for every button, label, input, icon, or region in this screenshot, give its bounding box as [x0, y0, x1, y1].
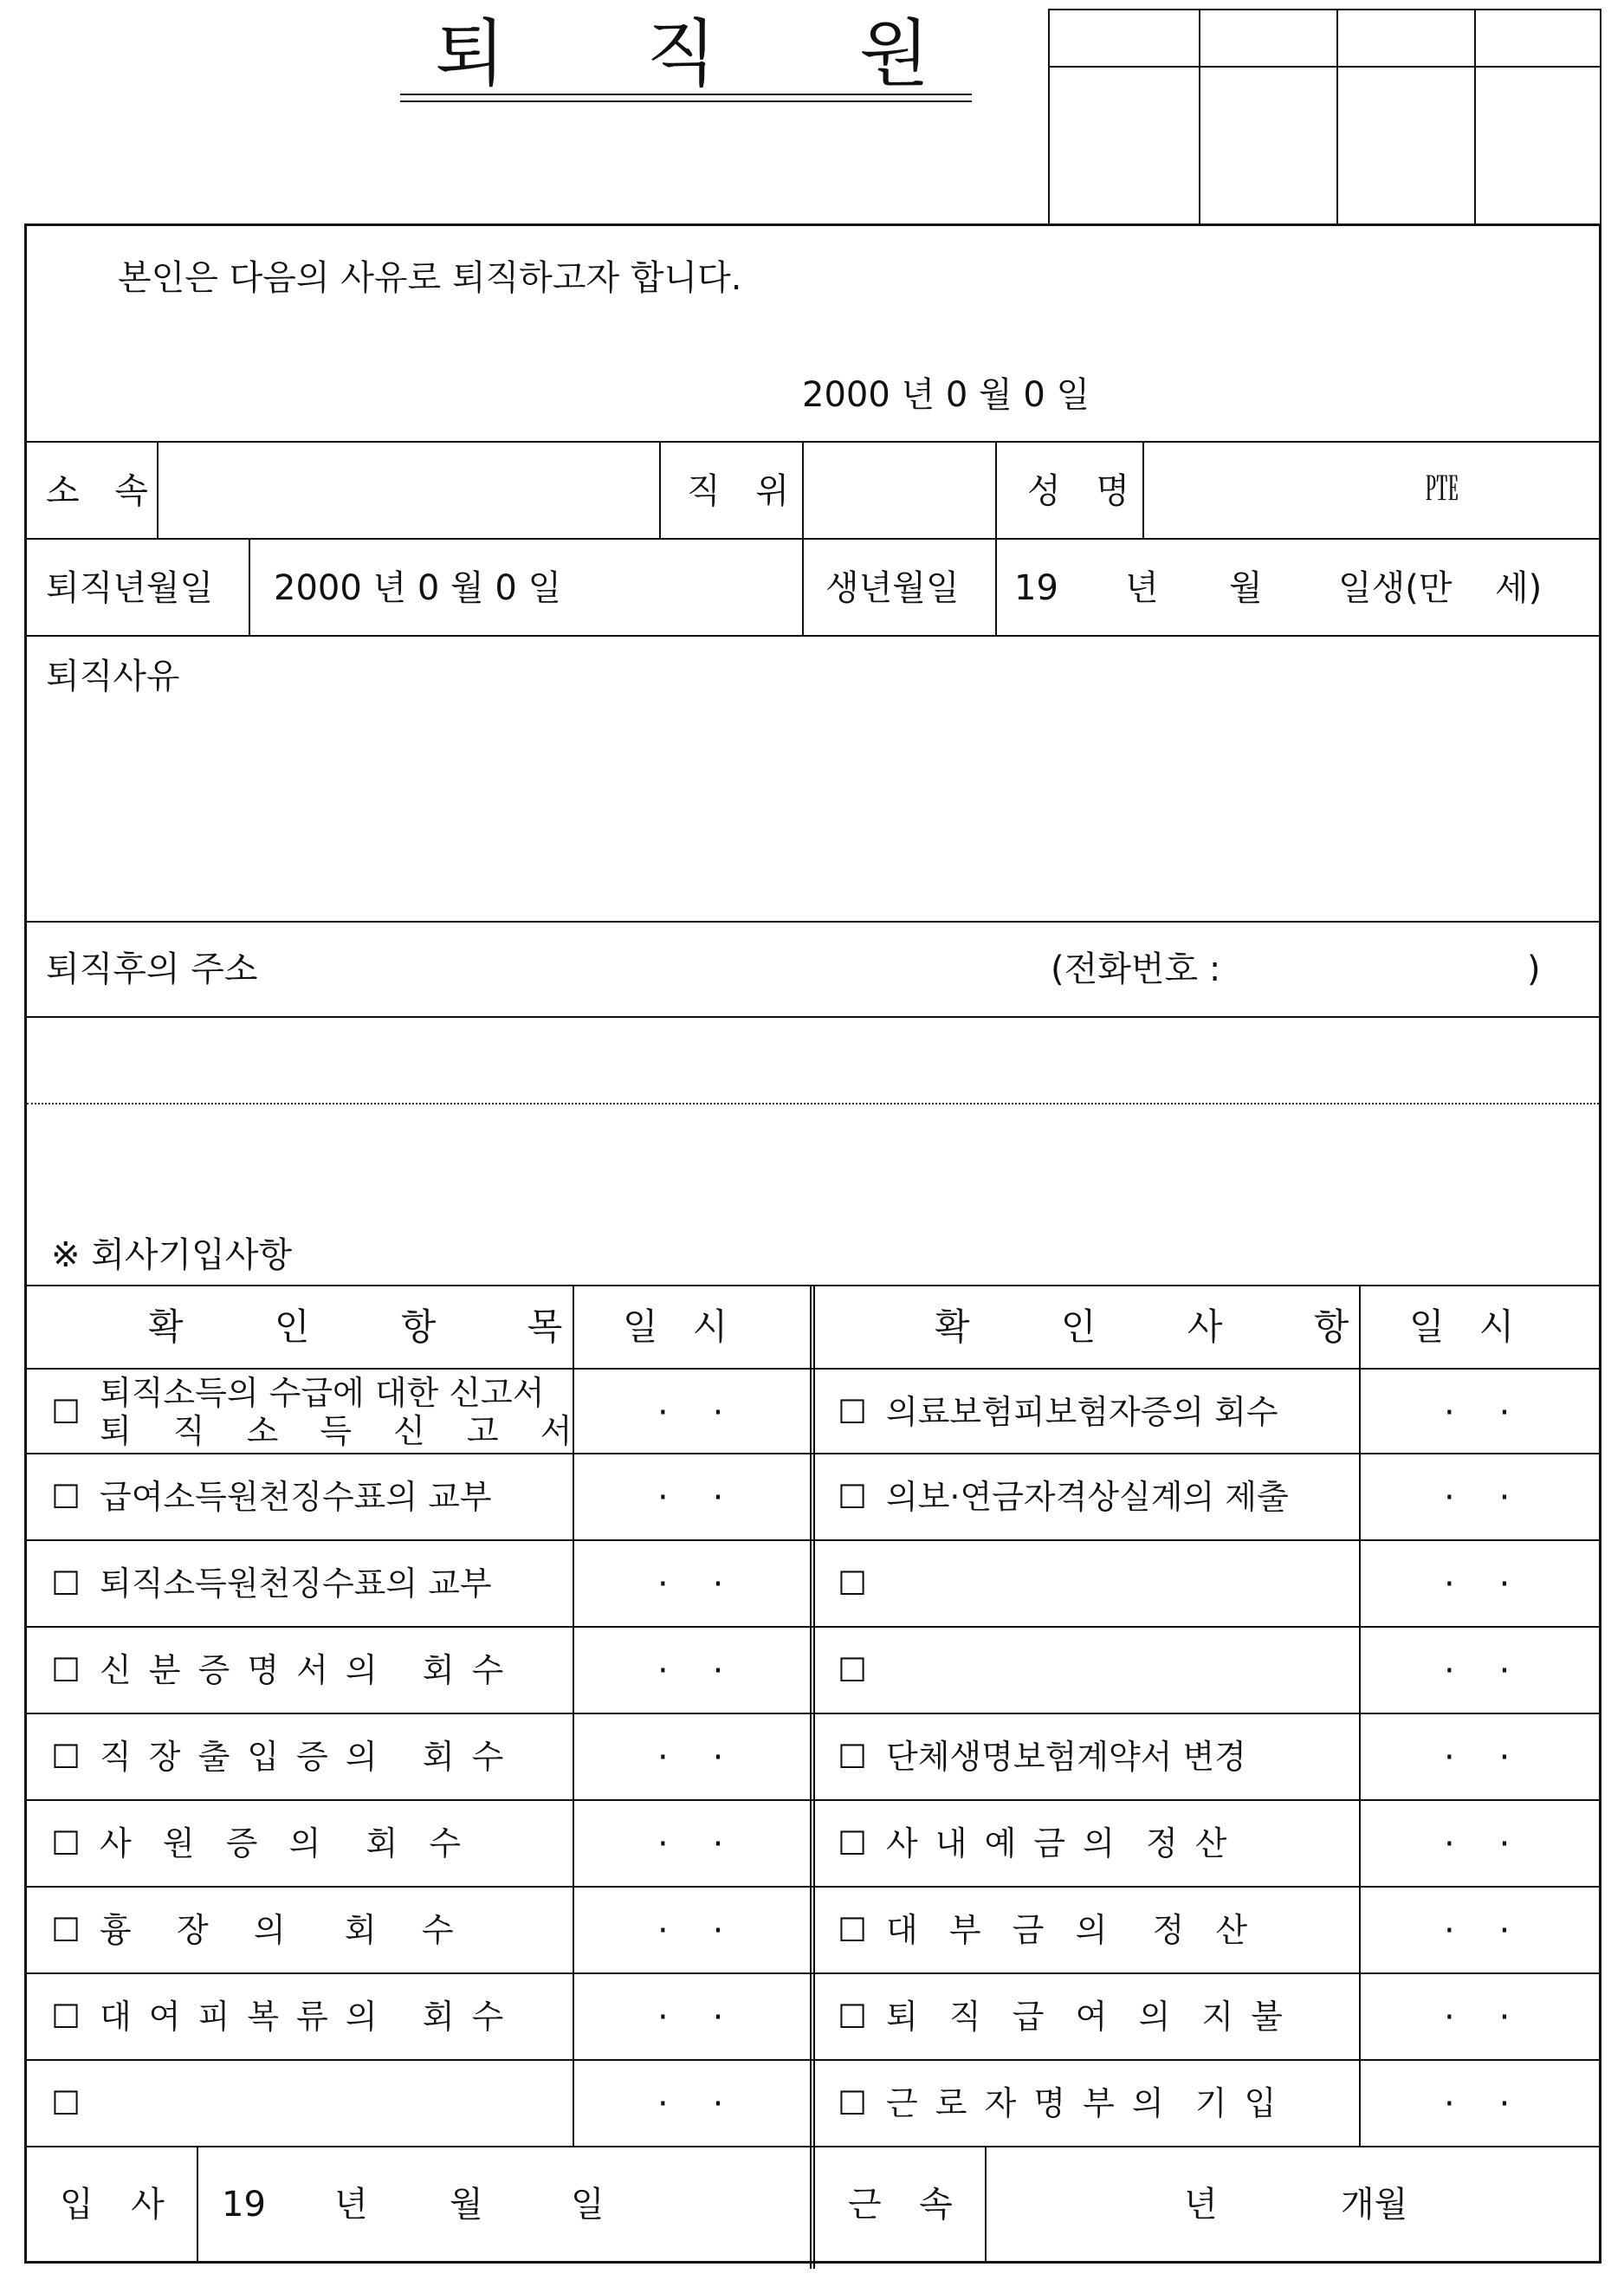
right-item-2: 의보·연금자격상실계의 제출: [886, 1478, 1289, 1516]
right-item-9: 근 로 자 명 부 의 기 입: [886, 2084, 1280, 2122]
left-date-3[interactable]: · ·: [657, 1564, 724, 1604]
service-period-field[interactable]: [987, 2147, 1599, 2262]
right-item-7: 대 부 금 의 정 산: [886, 1911, 1252, 1949]
company-note: ※ 회사기입사항: [51, 1235, 293, 1275]
position-label: 직 위: [687, 471, 801, 511]
phone-label: (전화번호 :: [1051, 949, 1221, 989]
retire-date-label: 퇴직년월일: [46, 568, 214, 608]
right-item-5: 단체생명보험계약서 변경: [886, 1738, 1246, 1776]
left-checkbox-4[interactable]: ☐: [51, 1651, 81, 1689]
left-date-4[interactable]: · ·: [657, 1651, 724, 1691]
right-date-6[interactable]: · ·: [1444, 1824, 1511, 1864]
document-title: [400, 9, 972, 104]
birth-age-close: 세): [1495, 568, 1543, 608]
right-checkbox-9[interactable]: ☐: [838, 2084, 868, 2122]
join-year-unit: 년: [334, 2185, 368, 2225]
phone-close: ): [1527, 949, 1541, 989]
right-date-2[interactable]: · ·: [1444, 1478, 1511, 1518]
approval-cell-3[interactable]: [1336, 66, 1474, 225]
left-checkbox-2[interactable]: ☐: [51, 1478, 81, 1516]
left-date-2[interactable]: · ·: [657, 1478, 724, 1518]
seal-mark: ㉐: [1426, 470, 1459, 508]
name-field[interactable]: [1144, 443, 1599, 536]
left-date-6[interactable]: · ·: [657, 1824, 724, 1864]
left-time-header: 일 시: [623, 1305, 728, 1348]
left-date-9[interactable]: · ·: [657, 2084, 724, 2124]
right-checkbox-3[interactable]: ☐: [838, 1564, 868, 1603]
address-dotted-line: [27, 1103, 1599, 1104]
right-item-6: 사 내 예 금 의 정 산: [886, 1824, 1231, 1862]
title-underline-2: [400, 100, 972, 102]
birth-year[interactable]: 19: [1014, 568, 1058, 608]
right-date-7[interactable]: · ·: [1444, 1911, 1511, 1951]
right-date-8[interactable]: · ·: [1444, 1998, 1511, 2037]
approval-cell-2[interactable]: [1199, 66, 1336, 225]
left-date-5[interactable]: · ·: [657, 1738, 724, 1778]
right-item-8: 퇴 직 급 여 의 지 불: [886, 1998, 1286, 2036]
birth-year-unit: 년: [1125, 568, 1159, 608]
service-label: 근 속: [848, 2185, 958, 2225]
left-item-5: 직 장 출 입 증 의 회 수: [100, 1738, 508, 1776]
right-checkbox-4[interactable]: ☐: [838, 1651, 868, 1689]
title-underline: [400, 94, 972, 95]
retire-date-value[interactable]: 2000 년 0 월 0 일: [274, 568, 562, 608]
submit-date: 2000 년 0 월 0 일: [802, 375, 1090, 415]
intro-text: 본인은 다음의 사유로 퇴직하고자 합니다.: [118, 258, 742, 298]
approval-box: [1048, 9, 1601, 223]
left-item-4: 신 분 증 명 서 의 회 수: [100, 1651, 508, 1689]
right-item-1: 의료보험피보험자증의 회수: [886, 1393, 1278, 1431]
left-item-2: 급여소득원천징수표의 교부: [100, 1478, 492, 1516]
birth-day-unit: 일생(만: [1338, 568, 1453, 608]
left-checkbox-3[interactable]: ☐: [51, 1564, 81, 1603]
left-checkbox-1[interactable]: ☐: [51, 1393, 81, 1431]
left-item-1-sub: 퇴 직 소 득 신 고 서: [100, 1412, 588, 1450]
right-checkbox-8[interactable]: ☐: [838, 1998, 868, 2036]
position-field[interactable]: [804, 443, 993, 536]
left-checkbox-6[interactable]: ☐: [51, 1824, 81, 1862]
right-checkbox-5[interactable]: ☐: [838, 1738, 868, 1776]
address-label: 퇴직후의 주소: [46, 949, 258, 989]
right-header: 확 인 사 항: [935, 1305, 1389, 1348]
left-date-8[interactable]: · ·: [657, 1998, 724, 2037]
left-checkbox-9[interactable]: ☐: [51, 2084, 81, 2122]
right-date-5[interactable]: · ·: [1444, 1738, 1511, 1778]
phone-field[interactable]: [1248, 936, 1525, 1006]
right-checkbox-6[interactable]: ☐: [838, 1824, 868, 1862]
join-label: 입 사: [60, 2185, 170, 2225]
service-year-unit: 년: [1184, 2185, 1218, 2225]
affiliation-field[interactable]: [159, 443, 657, 536]
form-frame: [24, 223, 1601, 2264]
service-month-unit: 개월: [1341, 2185, 1408, 2225]
right-checkbox-7[interactable]: ☐: [838, 1911, 868, 1949]
left-item-3: 퇴직소득원천징수표의 교부: [100, 1564, 492, 1603]
left-item-8: 대 여 피 복 류 의 회 수: [100, 1998, 508, 2036]
title-char-3: 원: [859, 11, 930, 96]
right-date-4[interactable]: · ·: [1444, 1651, 1511, 1691]
left-checkbox-8[interactable]: ☐: [51, 1998, 81, 2036]
left-date-1[interactable]: · ·: [657, 1393, 724, 1433]
right-date-9[interactable]: · ·: [1444, 2084, 1511, 2124]
address-field[interactable]: [27, 1018, 1599, 1101]
right-time-header: 일 시: [1409, 1305, 1515, 1348]
left-date-7[interactable]: · ·: [657, 1911, 724, 1951]
title-char-2: 직: [646, 11, 717, 96]
join-day-unit: 일: [571, 2185, 605, 2225]
birth-month-unit: 월: [1229, 568, 1263, 608]
left-item-1: 퇴직소득의 수급에 대한 신고서: [100, 1374, 545, 1412]
join-month-unit: 월: [450, 2185, 483, 2225]
left-item-6: 사 원 증 의 회 수: [100, 1824, 465, 1862]
left-item-7: 흉 장 의 회 수: [100, 1911, 457, 1949]
join-year[interactable]: 19: [222, 2185, 266, 2225]
approval-cell-1[interactable]: [1050, 66, 1199, 225]
retire-reason-label: 퇴직사유: [46, 657, 180, 696]
right-date-1[interactable]: · ·: [1444, 1393, 1511, 1433]
right-date-3[interactable]: · ·: [1444, 1564, 1511, 1604]
left-header: 확 인 항 목: [148, 1305, 603, 1348]
name-label: 성 명: [1027, 471, 1142, 511]
retire-reason-field[interactable]: [27, 694, 1599, 919]
affiliation-label: 소 속: [46, 471, 160, 511]
title-char-1: 퇴: [435, 11, 506, 96]
birth-date-label: 생년월일: [825, 568, 960, 608]
approval-cell-4[interactable]: [1474, 66, 1601, 225]
right-checkbox-1[interactable]: ☐: [838, 1393, 868, 1431]
right-checkbox-2[interactable]: ☐: [838, 1478, 868, 1516]
left-checkbox-7[interactable]: ☐: [51, 1911, 81, 1949]
left-checkbox-5[interactable]: ☐: [51, 1738, 81, 1776]
